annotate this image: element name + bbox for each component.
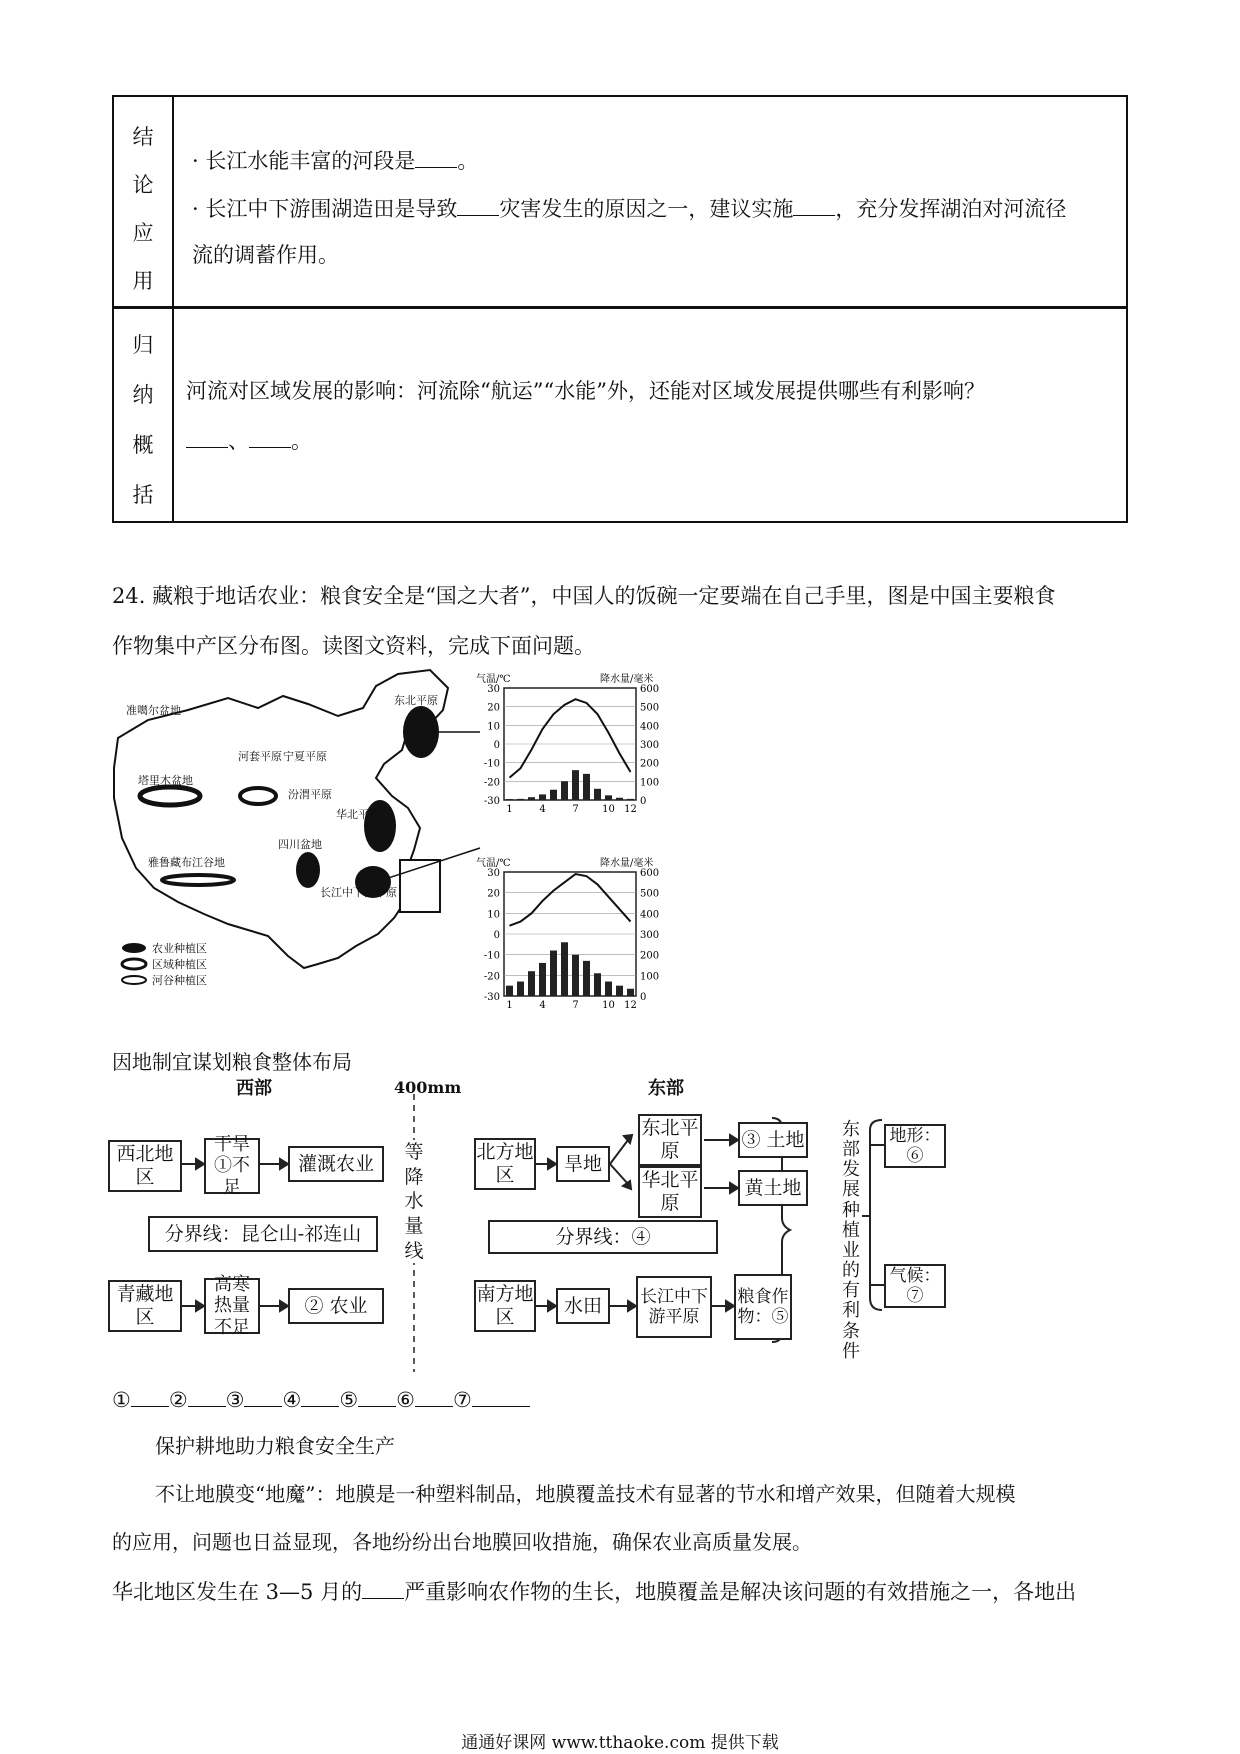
chart-tick-x: 7: [572, 1000, 579, 1011]
box-guangai: 灌溉农业: [288, 1146, 384, 1182]
paragraph-line-1: 不让地膜变“地魔”：地膜是一种塑料制品，地膜覆盖技术有显著的节水和增产效果，但随着大规模: [155, 1482, 1016, 1506]
chart-precip-bar: [506, 986, 513, 996]
paragraph-line-3: 华北地区发生在 3—5 月的 严重影响农作物的生长，地膜覆盖是解决该问题的有效措施之一，各地出: [112, 1580, 1077, 1604]
chart-tick-right: 500: [640, 702, 660, 714]
grain-area-yarlung: [162, 875, 234, 885]
conclusion-line-1: · 长江水能丰富的河段是 。: [192, 149, 479, 173]
answer-blanks-row: ① ② ③ ④ ⑤ ⑥ ⑦: [112, 1388, 530, 1411]
section-caption-layout: 因地制宜谋划粮食整体布局: [112, 1050, 352, 1074]
box-soil3: ③ 土地: [738, 1122, 808, 1158]
table-row-summary: [114, 309, 1126, 521]
map-label: 河套平原: [238, 750, 282, 763]
row-head-char: 论: [132, 173, 154, 197]
paragraph-line-2: 的应用，问题也日益显现，各地纷纷出台地膜回收措施，确保农业高质量发展。: [112, 1530, 812, 1554]
answer-blank[interactable]: [131, 1388, 169, 1407]
map-label: 汾渭平原: [288, 788, 332, 801]
box-gaohan: 高寒 热量不足: [204, 1278, 260, 1334]
chart-tick-x: 7: [572, 804, 579, 815]
chart-tick-right: 600: [640, 868, 660, 879]
chart-tick-left: 30: [487, 868, 500, 879]
chart-tick-left: -30: [483, 796, 500, 807]
box-huangtu: 黄土地: [738, 1170, 808, 1206]
grain-layout-diagram: [108, 1080, 988, 1380]
climate-chart-yangtze: [476, 856, 672, 1020]
map-label: 东北平原: [394, 694, 438, 707]
chart-precip-bar: [583, 961, 590, 996]
chart-tick-left: 0: [493, 740, 500, 751]
row-head-char: 应: [132, 221, 154, 245]
row-head-char: 归: [132, 333, 154, 357]
answer-blank[interactable]: [186, 429, 228, 448]
chart-ylabel-left: 气温/℃: [476, 674, 511, 685]
q24-line-2: 作物集中产区分布图。读图文资料，完成下面问题。: [112, 634, 595, 658]
chart-precip-bar: [583, 774, 590, 800]
answer-blank[interactable]: [362, 1580, 404, 1599]
label-east: 东部: [648, 1078, 684, 1099]
box-farm2: ② 农业: [288, 1288, 384, 1324]
chart-precip-bar: [594, 973, 601, 996]
row-head-char: 括: [132, 483, 154, 507]
answer-blank[interactable]: [188, 1388, 226, 1407]
chart-precip-bar: [605, 795, 612, 800]
answer-blank[interactable]: [358, 1388, 396, 1407]
chart-precip-bar: [572, 770, 579, 800]
chart-tick-x: 1: [506, 1000, 513, 1011]
chart-precip-bar: [517, 982, 524, 996]
map-legend: [122, 941, 207, 987]
legend-symbol: [122, 959, 146, 969]
row-head-summary: [114, 309, 174, 521]
map-label: 长江中下游平原: [320, 886, 397, 899]
map-label: 宁夏平原: [283, 750, 327, 763]
china-grain-map: [108, 668, 488, 1008]
chart-tick-left: 0: [493, 930, 500, 941]
chart-precip-bar: [561, 942, 568, 996]
chart-precip-bar: [627, 989, 634, 996]
legend-label: 区域种植区: [152, 958, 207, 971]
chart-tick-right: 100: [640, 971, 660, 983]
chart-tick-left: -30: [483, 992, 500, 1003]
answer-blank[interactable]: [472, 1388, 530, 1407]
chart-tick-left: 10: [487, 909, 500, 921]
page-footer: 通通好课网 www.tthaoke.com 提供下载: [461, 1733, 779, 1753]
chart-tick-right: 300: [640, 930, 660, 941]
chart-tick-right: 400: [640, 909, 660, 921]
map-label: 塔里木盆地: [138, 774, 193, 787]
chart-precip-bar: [517, 799, 524, 800]
label-400mm: 400mm: [394, 1078, 462, 1097]
chart-precip-bar: [572, 955, 579, 996]
chart-precip-bar: [528, 971, 535, 996]
chart-precip-bar: [506, 799, 513, 800]
map-label: 华北平原: [336, 808, 380, 821]
box-boundary-east: 分界线：④: [488, 1220, 718, 1254]
chart-precip-bar: [605, 982, 612, 996]
chart-ylabel-left: 气温/℃: [476, 858, 511, 869]
chart-tick-left: -20: [483, 777, 500, 789]
chart-precip-bar: [550, 951, 557, 996]
chart-tick-x: 1: [506, 804, 513, 815]
chart-tick-right: 200: [640, 950, 660, 962]
answer-blank[interactable]: [457, 197, 499, 216]
legend-label: 河谷种植区: [152, 974, 207, 987]
climate-chart-northeast: [476, 672, 672, 824]
chart-tick-right: 400: [640, 721, 660, 733]
answer-blank[interactable]: [793, 197, 835, 216]
box-xibei: 西北地区: [108, 1140, 182, 1192]
label-isoline: 等降水量线: [402, 1140, 426, 1263]
box-boundary-west: 分界线：昆仑山-祁连山: [148, 1216, 378, 1252]
chart-tick-left: 30: [487, 684, 500, 695]
row-head-char: 结: [132, 125, 154, 149]
box-dongbei: 东北平原: [638, 1114, 702, 1166]
box-huabei: 华北平原: [638, 1166, 702, 1218]
chart-precip-bar: [594, 789, 601, 800]
legend-symbol: [122, 976, 146, 984]
box-beifang: 北方地区: [474, 1138, 536, 1190]
chart-temp-line: [510, 699, 631, 777]
row-head-char: 概: [132, 433, 154, 457]
box-handi: 旱地: [556, 1146, 610, 1182]
box-crop5: 粮食作物：⑤: [734, 1274, 792, 1340]
chart-tick-x: 10: [602, 1000, 615, 1011]
chart-ylabel-right: 降水量/毫米: [600, 674, 654, 685]
chart-tick-left: 20: [487, 888, 500, 900]
chart-tick-left: 10: [487, 721, 500, 733]
box-changjiang: 长江中下游平原: [636, 1276, 712, 1338]
row-head-char: 纳: [132, 383, 154, 407]
summary-answer-line: 、 。: [186, 429, 312, 452]
chart-tick-left: -20: [483, 971, 500, 983]
chart-precip-bar: [528, 797, 535, 800]
answer-blank[interactable]: [415, 149, 457, 168]
grain-area-sichuan: [296, 852, 320, 888]
chart-tick-right: 300: [640, 740, 660, 751]
map-label: 四川盆地: [278, 838, 322, 851]
box-nanfang: 南方地区: [474, 1280, 536, 1332]
map-label: 雅鲁藏布江谷地: [148, 856, 225, 869]
chart-tick-left: 20: [487, 702, 500, 714]
chart-precip-bar: [550, 790, 557, 800]
chart-temp-line: [510, 874, 631, 926]
answer-blank[interactable]: [415, 1388, 453, 1407]
legend-symbol: [122, 943, 146, 953]
box-dixing: 地形：⑥: [884, 1124, 946, 1168]
chart-tick-x: 4: [539, 804, 546, 815]
grain-area-hetao: [240, 788, 276, 804]
map-label: 准噶尔盆地: [126, 704, 181, 717]
answer-blank[interactable]: [249, 429, 291, 448]
chart-tick-left: -10: [483, 950, 500, 962]
chart-tick-x: 12: [624, 1000, 637, 1011]
chart-tick-right: 0: [640, 992, 647, 1003]
row-head-char: 用: [132, 269, 154, 293]
chart-tick-x: 12: [624, 804, 637, 815]
chart-precip-bar: [539, 794, 546, 800]
q24-line-1: 24. 藏粮于地话农业：粮食安全是“国之大者”，中国人的饭碗一定要端在自己手里，图是中国主要粮食: [112, 584, 1056, 608]
grain-area-tarim: [140, 787, 200, 805]
chart-tick-left: -10: [483, 758, 500, 770]
label-west: 西部: [236, 1078, 272, 1099]
chart-tick-right: 600: [640, 684, 660, 695]
box-qihou: 气候：⑦: [884, 1264, 946, 1308]
chart-tick-right: 0: [640, 796, 647, 807]
chart-tick-right: 200: [640, 758, 660, 770]
chart-precip-bar: [616, 798, 623, 800]
answer-blank[interactable]: [244, 1388, 282, 1407]
chart-ylabel-right: 降水量/毫米: [600, 858, 654, 869]
chart-precip-bar: [627, 799, 634, 800]
brace-conditions: [870, 1120, 882, 1310]
chart-precip-bar: [616, 986, 623, 996]
section-title-protect: 保护耕地助力粮食安全生产: [155, 1434, 395, 1458]
answer-table: [112, 95, 1128, 523]
box-shuitian: 水田: [556, 1288, 610, 1324]
summary-question: 河流对区域发展的影响：河流除“航运”“水能”外，还能对区域发展提供哪些有利影响？: [186, 379, 985, 403]
table-row-conclusion: [114, 97, 1126, 309]
box-qingzang: 青藏地区: [108, 1280, 182, 1332]
conclusion-line-2: · 长江中下游围湖造田是导致 灾害发生的原因之一，建议实施 ，充分发挥湖泊对河流径: [192, 197, 1067, 221]
chart-tick-x: 10: [602, 804, 615, 815]
legend-label: 农业种植区: [152, 942, 207, 955]
chart-precip-bar: [539, 963, 546, 996]
chart-tick-right: 100: [640, 777, 660, 789]
chart-tick-right: 500: [640, 888, 660, 900]
row-head-conclusion: [114, 97, 174, 306]
conclusion-line-3: 流的调蓄作用。: [192, 243, 339, 267]
label-conditions: 东部发展种植业的有利条件: [842, 1119, 860, 1362]
chart-tick-x: 4: [539, 1000, 546, 1011]
answer-blank[interactable]: [301, 1388, 339, 1407]
box-ganhan: 干旱 ①不足: [204, 1138, 260, 1194]
chart-precip-bar: [561, 781, 568, 800]
